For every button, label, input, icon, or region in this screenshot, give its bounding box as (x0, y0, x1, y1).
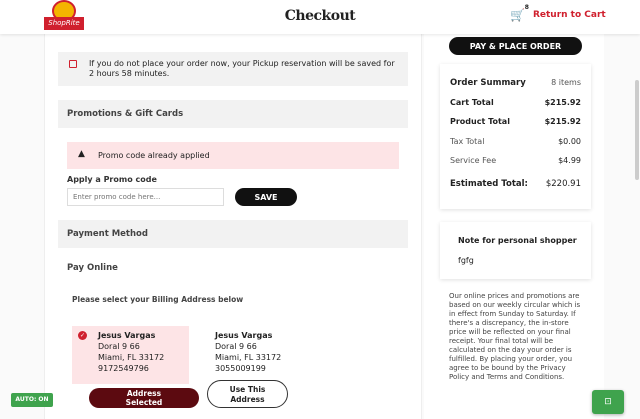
payment-method-header: Payment Method (58, 220, 408, 248)
pricing-disclaimer: Our online prices and promotions are based on our weekly circular which is in effect from Sunday to Saturday. If there's a discrepancy, the in-store price will be reflected on your final receipt. Your final total will be calculated on the day your order is fulfilled. By placing your order, you agree to be bound by the Privacy Policy and Terms and Conditions. (449, 292, 581, 381)
return-to-cart-link[interactable]: 🛒 8 Return to Cart (510, 4, 606, 22)
promotions-header[interactable]: Promotions & Gift Cards (58, 100, 408, 128)
header (0, 0, 640, 34)
cart-icon: 🛒 8 (510, 4, 529, 22)
page-title: Checkout (284, 8, 356, 24)
order-summary-card: Order Summary 8 items Cart Total $215.92 Product Total $215.92 Tax Total $0.00 Service Fee $4.99 Estimated Total: $220.91 (440, 64, 591, 209)
shoprite-logo[interactable]: ShopRite (44, 0, 84, 32)
pay-online-option[interactable]: Pay Online (67, 263, 118, 273)
check-circle-icon: ✓ (79, 332, 86, 339)
billing-address-card-selected[interactable]: ✓ Jesus Vargas Doral 9 66 Miami, FL 33172 9172549796 (72, 326, 189, 384)
shopper-note-card: Note for personal shopper fgfg (440, 222, 591, 279)
pay-and-place-order-button[interactable]: PAY & PLACE ORDER (449, 37, 582, 55)
feedback-button[interactable] (592, 390, 624, 414)
reservation-info: If you do not place your order now, your Pickup reservation will be saved for 2 hours 58 minutes. (58, 52, 408, 86)
promo-alert: ▲ Promo code already applied (67, 142, 399, 169)
warning-icon: ▲ (78, 149, 85, 159)
save-promo-button[interactable]: SAVE (235, 188, 297, 206)
billing-address-card[interactable]: Jesus Vargas Doral 9 66 Miami, FL 33172 3055009199 (215, 331, 282, 373)
calendar-icon (69, 60, 77, 68)
cart-plus-icon: ⊡ (604, 397, 612, 407)
scrollbar[interactable] (635, 80, 639, 180)
use-this-address-button[interactable]: Use This Address (207, 380, 288, 408)
auto-badge[interactable]: AUTO: ON (11, 393, 53, 407)
promo-code-input[interactable] (67, 188, 224, 206)
address-selected-button[interactable]: Address Selected (89, 388, 199, 408)
